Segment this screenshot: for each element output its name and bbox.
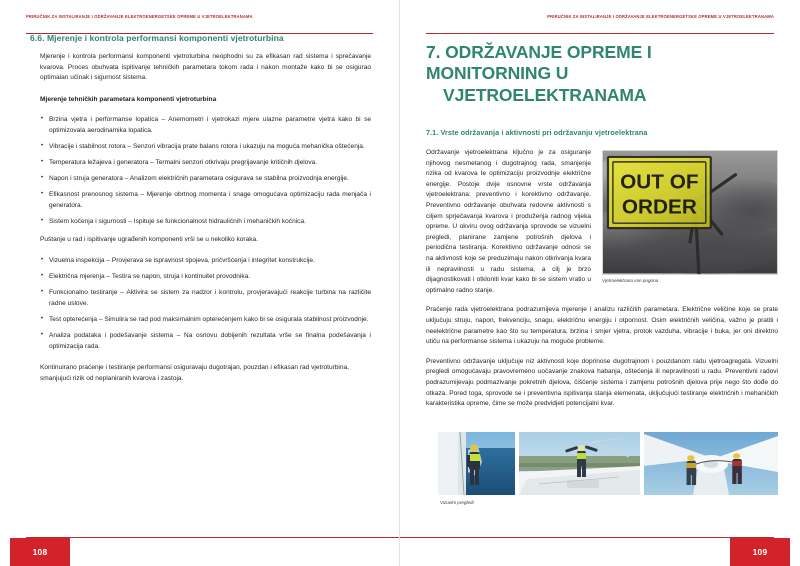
chapter-title-line2: VJETROELEKTRANAMA — [443, 84, 647, 105]
right-page-content — [426, 36, 778, 410]
figure-cell — [644, 432, 778, 495]
two-technicians-on-hub-photo — [644, 432, 778, 495]
intro-paragraph: Mjerenje i kontrola performansi komponenti vjetroturbina neophodni su za efikasan rad sistema i sprečavanje kvarova. Proces obuhvata ispitivanje tehničkih parametara tokom rada i nakon montaže kako bi se osigurao optimalan učinak i sigurnost sistema. — [40, 53, 371, 82]
mid-paragraph: Puštanje u rad i ispitivanje ugrađenih komponenti vrši se u nekoliko koraka. — [40, 235, 258, 243]
footer-background-right — [400, 538, 730, 566]
footer-background-left — [70, 538, 399, 566]
list-item: • Brzina vjetra i performanse lopatica – Anemometri i vjetrokazi mjere ulazne parametre vjetra kako bi se optimizovala aerodinamika lopatica. — [40, 115, 371, 136]
list-item: • Funkcionalno testiranje – Aktivira se sistem za nadzor i kontrolu, provjeravajući reakcije turbina na različite radne uslove. — [40, 288, 371, 309]
list-item: • Analiza podataka i podešavanje sistema – Na osnovu dobijenih rezultata vrše se finalna podešavanja i optimizacija rada. — [40, 331, 371, 352]
list-item: • Vibracije i stabilnost rotora – Senzori vibracija prate balans rotora i ukazuju na moguća mehanička oštećenja. — [40, 142, 371, 153]
technician-on-nacelle-roof-photo — [519, 432, 640, 495]
page-right — [400, 0, 800, 566]
bullet-list-parameters — [30, 115, 371, 227]
figure-caption-out-of-order: Vjetroelektrana van pogona — [602, 278, 659, 284]
subheading-technical-parameters: Mjerenje tehničkih parametara komponenti vjetroturbina — [40, 95, 217, 103]
list-item: • Sistem kočenja i sigurnosti – Ispituje se funkcionalnost hidrauličnih i mehaničkih kočnica. — [40, 217, 371, 228]
running-header-left: PRIRUČNIK ZA INSTALIRANJE I ODRŽAVANJE ELEKTROENERGETSKE OPREME U VJETROELEKTRANAMA — [26, 14, 373, 34]
list-item: • Napon i struja generatora – Analizom električnih parametara osigurava se stabilna proizvodnja energije. — [40, 174, 371, 185]
right-page-flow — [426, 148, 778, 410]
list-item: • Vizuelna inspekcija – Provjerava se ispravnost spojeva, pričvršćenja i integritet konstrukcije. — [40, 256, 371, 267]
sign-text-line2: ORDER — [621, 195, 697, 219]
wind-turbine-out-of-order-photo — [602, 150, 778, 275]
list-item: • Električna mjerenja – Testira se napon, struja i kontinuitet provodnika. — [40, 272, 371, 283]
list-item: • Temperatura ležajeva i generatora – Termalni senzori otkrivaju pregrijavanje kritičnih djelova. — [40, 158, 371, 169]
list-item: • Efikasnost prenosnog sistema – Mjerenje obrtnog momenta i snage omogućava optimizaciju rada menjača i generatora. — [40, 190, 371, 211]
page-number-left: 108 — [10, 538, 70, 566]
right-paragraph-2: Praćenje rada vjetroelektrana podrazumijeva mjerenje i analizu različitih parametara. Električne veličine koje se prate uključuju struju, napon, frekvenciju, snagu, električnu energiju i otpornost. Osim električnih veličina, važno je pratiti i neelektrične parametre kao što su temperatura, brzina i smjer vjetra, protok vazduha, vibracije i buka, jer oni direktno utiču na performanse sistema i ukazuju na moguće probleme. — [426, 306, 778, 346]
page-number-right: 109 — [730, 538, 790, 566]
chapter-title — [426, 42, 778, 106]
sign-text-line1: OUT OF — [620, 170, 699, 194]
chapter-title-line1: 7. ODRŽAVANJE OPREME I MONITORNING U — [426, 42, 652, 84]
right-paragraph-1: Održavanje vjetroelektrana ključno je za osiguranje njihovog nesmetanog i dugotrajnog rada, smanjenje rizika od kvarova te optimizaciju proizvodnje električne energije. Postoje dvije osnovne vrste održavanja vjetroelektrana: preventivno i korektivno održavanje. Preventivno održavanje obuhvata redovne aktivnosti s ciljem sprječavanja kvarova i produženja radnog vijeka opreme. U okviru ovog održavanja sprovode se vizuelni pregledi, planirane zamjene potrošnih djelova i periodična testiranja. Korektivno održavanje odnosi se na aktivnosti koje se preduzimaju nakon otkrivanja kvara ili nepravilnosti u radu sistema, a cilj je brzo dijagnostikovati i otkloniti kvar kako bi se sistem vratio u optimalno radno stanje. — [426, 149, 591, 294]
figure-caption-visual-inspections: Vizuelni pregledi — [440, 500, 474, 505]
running-header-right: PRIRUČNIK ZA INSTALIRANJE I ODRŽAVANJE ELEKTROENERGETSKE OPREME U VJETROELEKTRANAMA — [426, 14, 774, 34]
left-page-content — [30, 33, 371, 385]
list-item: • Test opterećenja – Simulira se rad pod maksimalnim opterećenjem kako bi se osigurala stabilnost proizvodnje. — [40, 315, 371, 326]
outro-paragraph: Kontinuirano praćenje i testiranje performansi osiguravaju dugotrajan, pouzdan i efikasan rad vjetroturbina, smanjujući rizik od neplaniranih kvarova i zastoja. — [40, 364, 349, 383]
section-heading-6-6: 6.6. Mjerenje i kontrola performansi komponenti vjetroturbina — [30, 33, 284, 43]
figure-cell — [519, 432, 640, 495]
bullet-list-commissioning — [30, 256, 371, 352]
right-paragraph-3: Preventivno održavanje uključuje niz aktivnosti koje doprinose dugotrajnom i pouzdanom radu vjetroagregata. Vizuelni pregledi omogućavaju pravovremeno uočavanje znakova habanja, oštećenja ili nepravilnosti u radu. Preventivni radovi podrazumijevaju podmazivanje pokretnih djelova, čišćenje sistema i zamjenu potrošnih djelova prije nego što dođe do otkaza. Pored toga, sprovode se i preventivna ispitivanja stanja elemenata, uključujući testiranje električnih i mehaničkih karakteristika opreme, čime se može predvidjeti potencijalni kvar. — [426, 357, 778, 408]
technician-on-turbine-over-sea-photo — [438, 432, 515, 495]
figure-out-of-order — [602, 150, 778, 284]
figure-cell — [438, 432, 515, 495]
section-heading-7-1: 7.1. Vrste održavanja i aktivnosti pri održavanju vjetroelektrana — [426, 128, 648, 138]
figure-row-visual-inspections — [438, 432, 778, 495]
